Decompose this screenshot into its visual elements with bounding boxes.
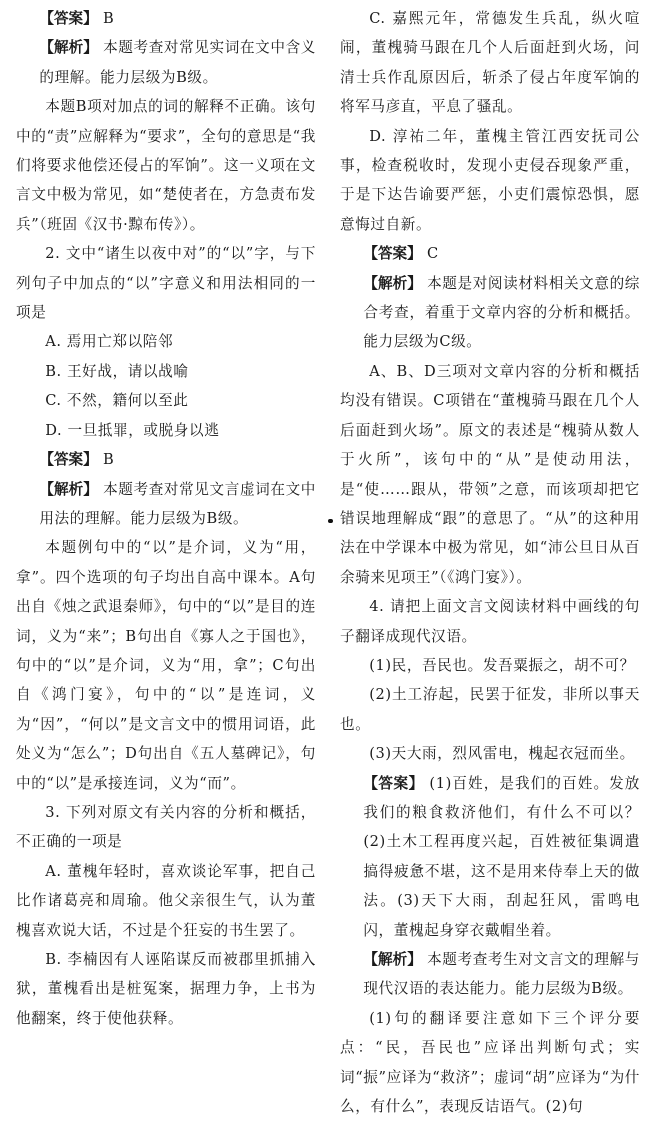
answer-tag: 【答案】	[363, 245, 422, 263]
left-column	[16, 4, 316, 1033]
answer-3	[340, 239, 640, 268]
option-a: A. 焉用亡郑以陪邻	[45, 333, 174, 351]
paragraph: 本题例句中的“以”是介词，义为“用，拿”。四个选项的句子均出自高中课本。A句出自《烛之武退秦师》，句中的“以”是目的连词，义为“来”；B句出自《寡人之于国也》，句中的“以”是介词，义为“用，拿”；C句出自《鸿门宴》，句中的“以”是连词，义为“因”，“何以”是文言文中的惯用词语，此处义为“怎么”；D句出自《五人墓碑记》，句中的“以”是承接连词，义为“而”。	[16, 539, 316, 792]
answer-tag: 【答案】	[39, 451, 98, 469]
option-a-text: A. 董槐年轻时，喜欢谈论军事，把自己比作诸葛亮和周瑜。他父亲很生气，认为董槐喜欢说大话，不过是个狂妄的书生罢了。	[16, 862, 316, 939]
analysis-tag: 【解析】	[363, 274, 422, 292]
right-column	[340, 4, 640, 1121]
paragraph: 本题B项对加点的词的解释不正确。该句中的“责”应解释为“要求”，全句的意思是“我们将要求他偿还侵占的军饷”。这一义项在文言文中极为常见，如“楚使者在，方急责布发兵”（班固《汉书·黥布传》）。	[16, 98, 316, 233]
answer-tag: 【答案】	[363, 774, 424, 792]
analysis-text: 本题考查对常见文言虚词在文中用法的理解。能力层级为B级。	[39, 480, 316, 527]
sentence-2: (2)土工洊起，民罢于征发，非所以事天也。	[340, 686, 640, 733]
analysis-3	[340, 269, 640, 357]
question-2: 2. 文中“诸生以夜中对”的“以”字，与下列句子中加点的“以”字意义和用法相同的一项是	[16, 245, 316, 322]
option-c-text: C. 嘉熙元年，常德发生兵乱，纵火喧闹，董槐骑马跟在几个人后面赶到火场，问清士兵作乱原因后，斩杀了侵占年度军饷的将军马彦直，平息了骚乱。	[340, 10, 640, 116]
option-d-text: D. 淳祐二年，董槐主管江西安抚司公事，检查税收时，发现小吏侵吞现象严重，于是下达告谕要严惩，小吏们震惊恐惧，愿意悔过自新。	[340, 127, 640, 233]
question-4: 4. 请把上面文言文阅读材料中画线的句子翻译成现代汉语。	[340, 598, 640, 645]
question-3: 3. 下列对原文有关内容的分析和概括，不正确的一项是	[16, 803, 316, 851]
answer-value: C	[427, 245, 439, 263]
option-d: D. 一旦抵罪，或脱身以逃	[45, 421, 220, 439]
answer-tag: 【答案】	[39, 10, 98, 27]
analysis-text: 本题是对阅读材料相关文意的综合考查，着重于文章内容的分析和概括。能力层级为C级。	[363, 274, 640, 351]
answer-1	[16, 4, 316, 33]
answer-value: (1)百姓，是我们的百姓。发放我们的粮食救济他们，有什么不可以？(2)土木工程再度兴起，百姓被征集调遣搞得疲惫不堪，这不是用来侍奉上天的做法。(3)天下大雨，刮起狂风，雷鸣电闪，董槐起身穿衣戴帽坐着。	[363, 774, 640, 939]
analysis-tag: 【解析】	[39, 39, 98, 57]
scan-mark	[328, 519, 333, 523]
option-b: B. 王好战，请以战喻	[45, 362, 189, 380]
analysis-2	[16, 475, 316, 534]
sentence-3: (3)天大雨，烈风雷电，槐起衣冠而坐。	[369, 745, 635, 763]
option-c: C. 不然，籍何以至此	[45, 392, 189, 410]
answer-value: B	[103, 10, 115, 27]
analysis-tag: 【解析】	[39, 480, 98, 498]
analysis-4	[340, 945, 640, 1004]
analysis-text: 本题考查考生对文言文的理解与现代汉语的表达能力。能力层级为B级。	[363, 951, 640, 998]
sentence-1: (1)民，吾民也。发吾粟振之，胡不可？	[369, 656, 635, 674]
paragraph: (1)句的翻译要注意如下三个评分要点：“民，吾民也”应译出判断句式；实词“振”应译为“救济”；虚词“胡”应译为“为什么，有什么”，表现反诘语气。(2)句	[340, 1009, 640, 1116]
option-b-text: B. 李楠因有人诬陷谋反而被郡里抓捕入狱，董槐看出是桩冤案，据理力争，上书为他翻案，终于使他获释。	[16, 951, 316, 1027]
answer-value: B	[103, 451, 115, 469]
answer-4	[340, 769, 640, 945]
paragraph: A、B、D三项对文章内容的分析和概括均没有错误。C项错在“董槐骑马跟在几个人后面赶到火场”。原文的表述是“槐骑从数人于火所”，该句中的“从”是使动用法，是“使……跟从，带领”之意，而该项却把它错误地理解成“跟”的意思了。“从”的这种用法在中学课本中极为常见，如“沛公旦日从百余骑来见项王”（《鸿门宴》）。	[340, 362, 640, 586]
analysis-1	[16, 33, 316, 92]
analysis-tag: 【解析】	[363, 951, 422, 968]
answer-2	[16, 445, 316, 474]
analysis-text: 本题考查对常见实词在文中含义的理解。能力层级为B级。	[39, 39, 316, 86]
